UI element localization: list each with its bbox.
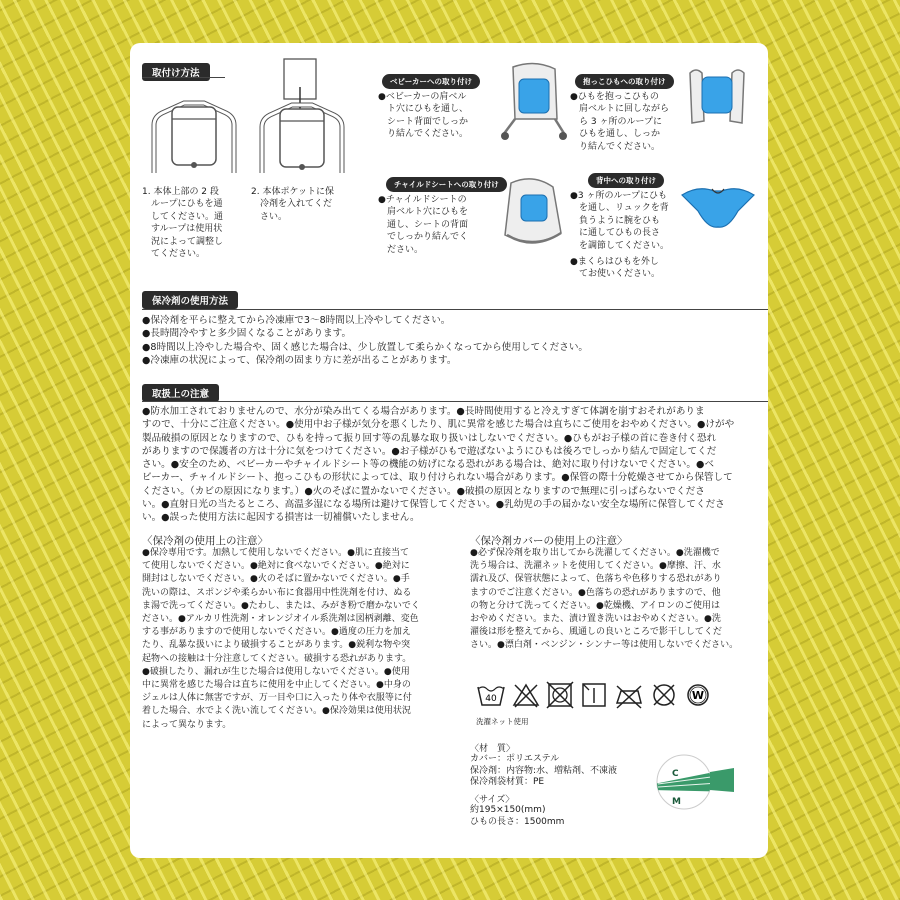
care-symbols-row <box>476 681 716 709</box>
stroller-text: ●ベビーカーの肩ベル ト穴にひもを通し、 シート背面でしっか り結んでください。 <box>378 92 469 140</box>
usage-header: 保冷剤の使用方法 <box>142 291 238 309</box>
handling-header-rule <box>142 401 768 402</box>
color-mark-icon <box>650 754 734 810</box>
wash-temp: 40 <box>485 694 497 704</box>
no-dry-clean-icon <box>650 681 678 709</box>
line-dry-shade-icon <box>580 681 608 709</box>
handling-text: ●防水加工されておりませんので、水分が染み出てくる場合があります。●長時間使用すると冷えすぎて体調を崩すおそれがありま すので、十分にご注意ください。●使用中お子様が気分を悪くしたり、肌に異常を感じた場合は直ちにご使用をおやめください。●けがや 製品破損の原因となりますので、ひもを持って振り回す等の乱暴な取り扱いはしないでください。●ひもがお子様の首に巻き付く恐れ がありますので保護者の方は十分に気をつけてください。●お子様がひもで遊ばないようにひもは後ろでしっかり結んで固定してくだ さい。●安全のため、ベビーカーやチャイルドシート等の機能の妨げになる恐れがある場合は、絶対に取り付けないでください。●ベ ビーカー、チャイルドシート、抱っこひもの形状によっては、取り付けられない場合があります。●保管の際十分乾燥させてから保管して ください。（カビの原因になります。）●火のそばに置かないでください。●破損の原因となりますので無理に引っぱらないでくださ い。●直射日光の当たるところ、高温多湿になる場所は避けて保管してください。●乳幼児の手の届かない安全な場所に保管してくださ い。●誤った使用方法に起因する損害は一切補償いたしません。 <box>142 406 735 524</box>
carrier-text: ●ひもを抱っこひもの 肩ベルトに回しながら ら 3 ヶ所のループに ひもを通し、しっか り結んでください。 <box>570 92 670 152</box>
size-header: 〈サイズ〉 <box>470 795 515 805</box>
stroller-illustration <box>495 59 570 141</box>
wet-clean-icon <box>684 681 712 709</box>
product-loop-diagram <box>144 95 244 175</box>
usage-text: ●保冷剤を平らに整えてから冷凍庫で3～8時間以上冷やしてください。 ●長時間冷やすと多少固くなることがあります。 ●8時間以上冷やした場合や、固く感じた場合は、少し放置して柔らかくなってから使用してください。 ●冷凍庫の状況によって、保冷剤の固まり方に差が出ることがあります。 <box>142 315 589 366</box>
instruction-sheet <box>130 43 768 858</box>
cover-notes-header: 〈保冷剤カバーの使用上の注意〉 <box>470 535 628 547</box>
no-tumble-dry-icon <box>546 681 574 709</box>
color-mark-c: C <box>672 769 679 779</box>
size-text: 約195×150(mm) ひもの長さ：1500mm <box>470 805 565 827</box>
cover-notes-text: ●必ず保冷剤を取り出してから洗濯してください。●洗濯機で 洗う場合は、洗濯ネットを使用してください。●摩擦、汗、水 濡れ及び、保管状態によって、色落ちや色移りする恐れがあり ますのでご注意ください。●色落ちの恐れがありますので、他 の物と分けて洗ってください。●乾燥機、アイロンのご使用は おやめください。また、漬け置き洗いはおやめください。●洗 濯後は形を整えてから、風通しの良いところで影干ししてくだ さい。●漂白剤・ベンジン・シンナー等は使用しないでください。 <box>470 548 739 651</box>
childseat-illustration <box>495 173 570 251</box>
back-text: ●3 ヶ所のループにひも を通し、リュックを背 負うように腕をひも に通してひもの長さ を調節してください。 <box>570 191 670 251</box>
back-label: 背中への取り付け <box>588 173 664 188</box>
wash-40-icon <box>476 681 506 709</box>
gel-notes-header: 〈保冷剤の使用上の注意〉 <box>142 535 268 547</box>
handling-header: 取扱上の注意 <box>142 384 219 402</box>
no-bleach-icon <box>512 681 540 709</box>
mounting-step-2: 2. 本体ポケットに保 冷剤を入れてくだ さい。 <box>251 187 334 222</box>
care-caption: 洗濯ネット使用 <box>476 717 529 726</box>
mounting-step-1: 1. 本体上部の 2 段 ループにひもを通 してください。通 すループは使用状 況によって調整し てください。 <box>142 187 224 260</box>
mounting-header-rule <box>142 77 225 78</box>
childseat-text: ●チャイルドシートの 肩ベルト穴にひもを 通し、シートの背面 でしっかり結んでく ださい。 <box>378 195 469 255</box>
childseat-label: チャイルドシートへの取り付け <box>386 177 507 192</box>
material-text: カバー：ポリエステル 保冷剤：内容物:水、増粘剤、不凍液 保冷剤袋材質：PE <box>470 754 618 787</box>
back-illustration <box>678 181 758 231</box>
carrier-label: 抱っこひもへの取り付け <box>575 74 674 89</box>
material-header: 〈材 質〉 <box>470 744 516 754</box>
usage-header-rule <box>142 309 768 310</box>
no-iron-icon <box>614 681 644 709</box>
stroller-label: ベビーカーへの取り付け <box>382 74 480 89</box>
carrier-illustration <box>682 63 752 133</box>
back-note: ●まくらはひもを外し てお使いください。 <box>570 257 661 280</box>
color-mark-m: M <box>672 797 681 807</box>
product-pocket-diagram <box>254 57 354 177</box>
mounting-header: 取付け方法 <box>142 63 210 81</box>
gel-notes-text: ●保冷専用です。加熱して使用しないでください。●肌に直接当て て使用しないでください。●絶対に食べないでください。●絶対に 開封はしないでください。●火のそばに置かないでください。●手 洗いの際は、スポンジや柔らかい布に食器用中性洗剤を付け、ぬる ま湯で洗ってください。●たわし、または、みがき粉で磨かないでく ださい。●アルカリ性洗剤・オレンジオイル系洗剤は図柄剥離、変色 する事がありますので使用しないでください。●過度の圧力を加え たり、乱暴な扱いにより破損することがあります。●鋭利な物や突 起物への接触は十分注意してください。破損する恐れがあります。 ●破損したり、漏れが生じた場合は使用しないでください。●使用 中に異常を感じた場合は直ちに使用を中止してください。●中身の ジェルは人体に無害ですが、万一目や口に入ったり体や衣服等に付 着した場合、水でよく洗い流してください。●保冷効果は使用状況 によって異なります。 <box>142 548 420 730</box>
wet-label: W <box>691 689 705 702</box>
